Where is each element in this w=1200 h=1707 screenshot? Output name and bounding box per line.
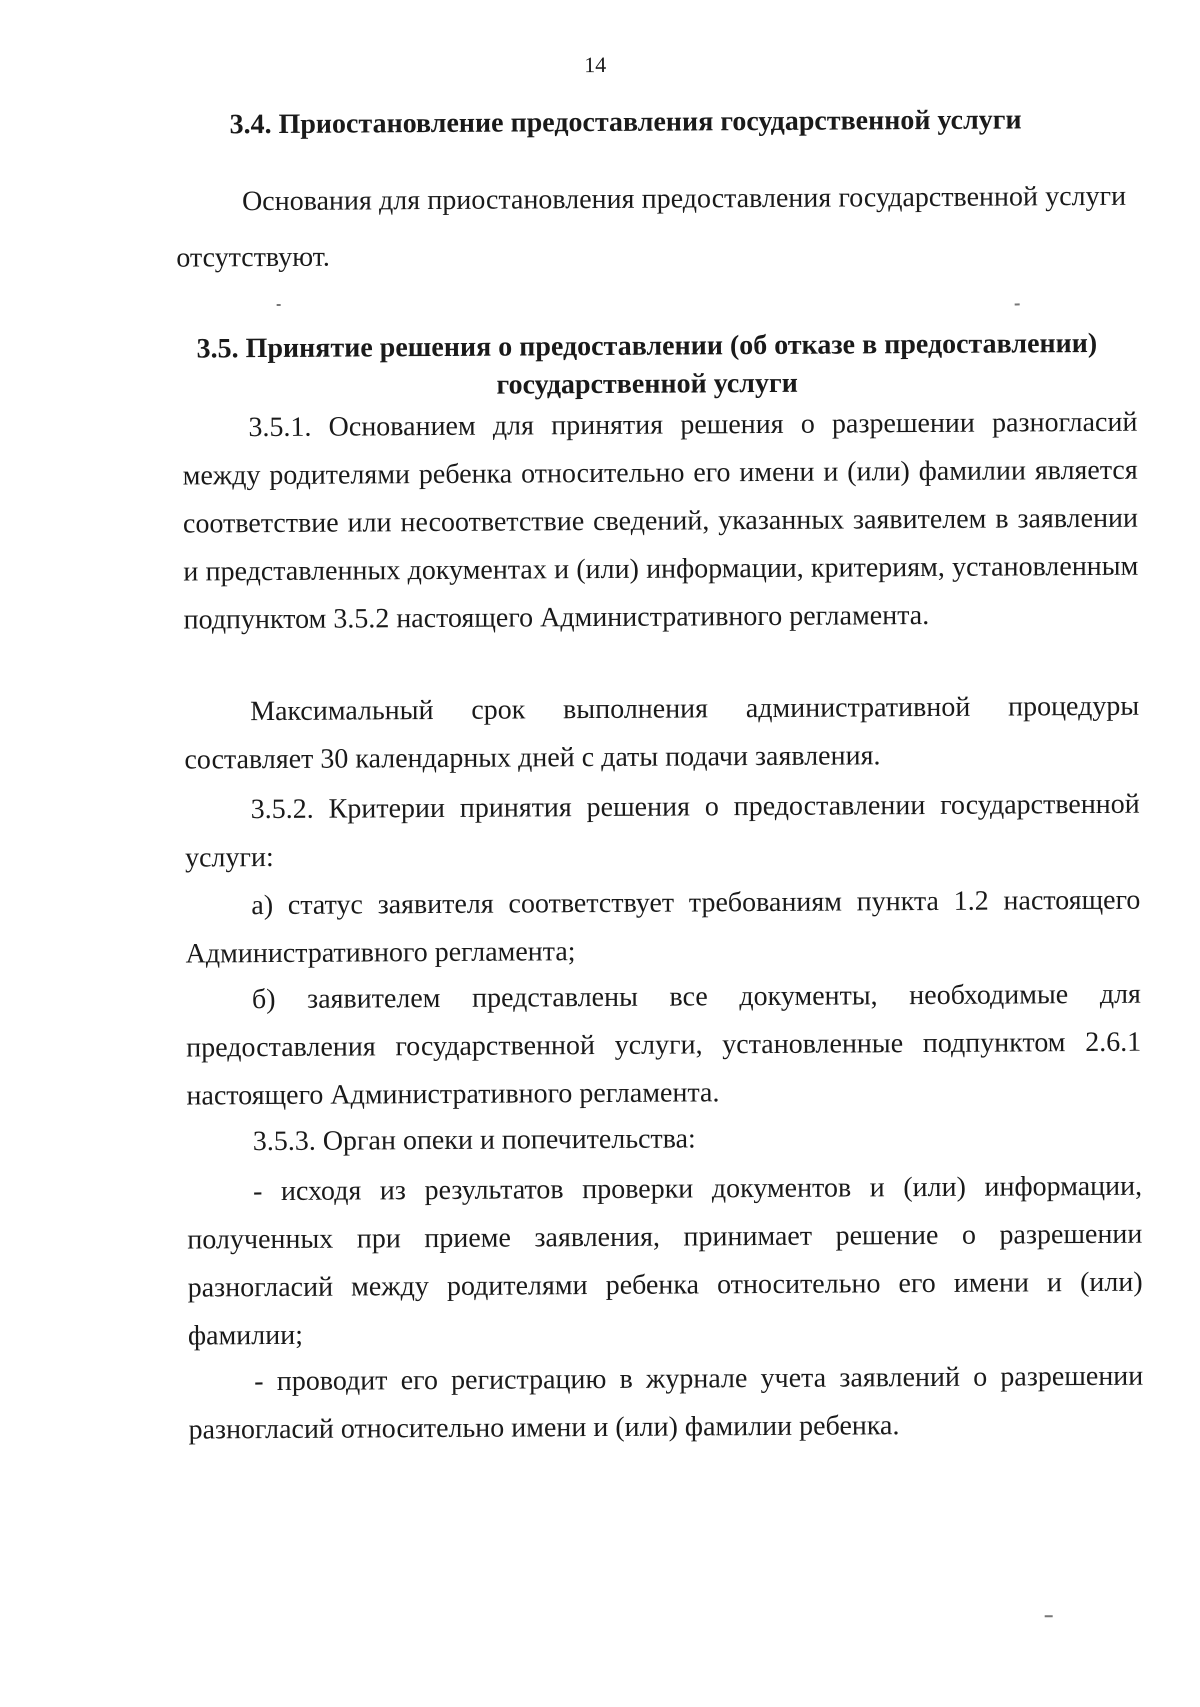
paragraph-max-term: Максимальный срок выполнения административной процедуры составляет 30 календарных дней с даты подачи заявления.: [184, 690, 1140, 776]
list-item-a: а) статус заявителя соответствует требованиям пункта 1.2 настоящего Административного регламента;: [185, 884, 1141, 970]
dash-item-2: - проводит его регистрацию в журнале учета заявлений о разрешении разногласий относительно имени и (или) фамилии ребенка.: [188, 1360, 1144, 1446]
dash-item-1: - исходя из результатов проверки документов и (или) информации, полученных при приеме заявления, принимает решение о разрешении разногласий между родителями ребенка относительно его имени и (или) фамилии;: [187, 1170, 1143, 1352]
paragraph-3-5-1: 3.5.1. Основанием для принятия решения о разрешении разногласий между родителями ребенка относительно его имени и (или) фамилии является соответствие или несоответствие сведений, указанных заявителем в заявлении и представленных документах и (или) информации, критериям, установленным подпунктом 3.5.2 настоящего Административного регламента.: [182, 406, 1139, 636]
page-number: 14: [584, 51, 607, 78]
section-3-5-heading-line2: государственной услуги: [496, 367, 798, 401]
paragraph-3-5-2: 3.5.2. Критерии принятия решения о предоставлении государственной услуги:: [184, 788, 1140, 874]
scan-speck: [1045, 1615, 1053, 1617]
section-3-5-heading-line1: 3.5. Принятие решения о предоставлении (об отказе в предоставлении): [196, 327, 1098, 365]
list-item-b: б) заявителем представлены все документы, необходимые для предоставления государственной услуги, установленные подпунктом 2.6.1 настоящего Административного регламента.: [186, 978, 1142, 1112]
section-3-4-text: Основания для приостановления предоставления государственной услуги отсутствуют.: [176, 180, 1127, 274]
section-3-5-heading: [167, 325, 1127, 407]
section-3-4-heading: 3.4. Приостановление предоставления государственной услуги: [229, 104, 1022, 141]
scan-speck: [1015, 303, 1020, 305]
paragraph-3-5-3: 3.5.3. Орган опеки и попечительства:: [252, 1123, 696, 1158]
scan-speck: [277, 304, 281, 306]
